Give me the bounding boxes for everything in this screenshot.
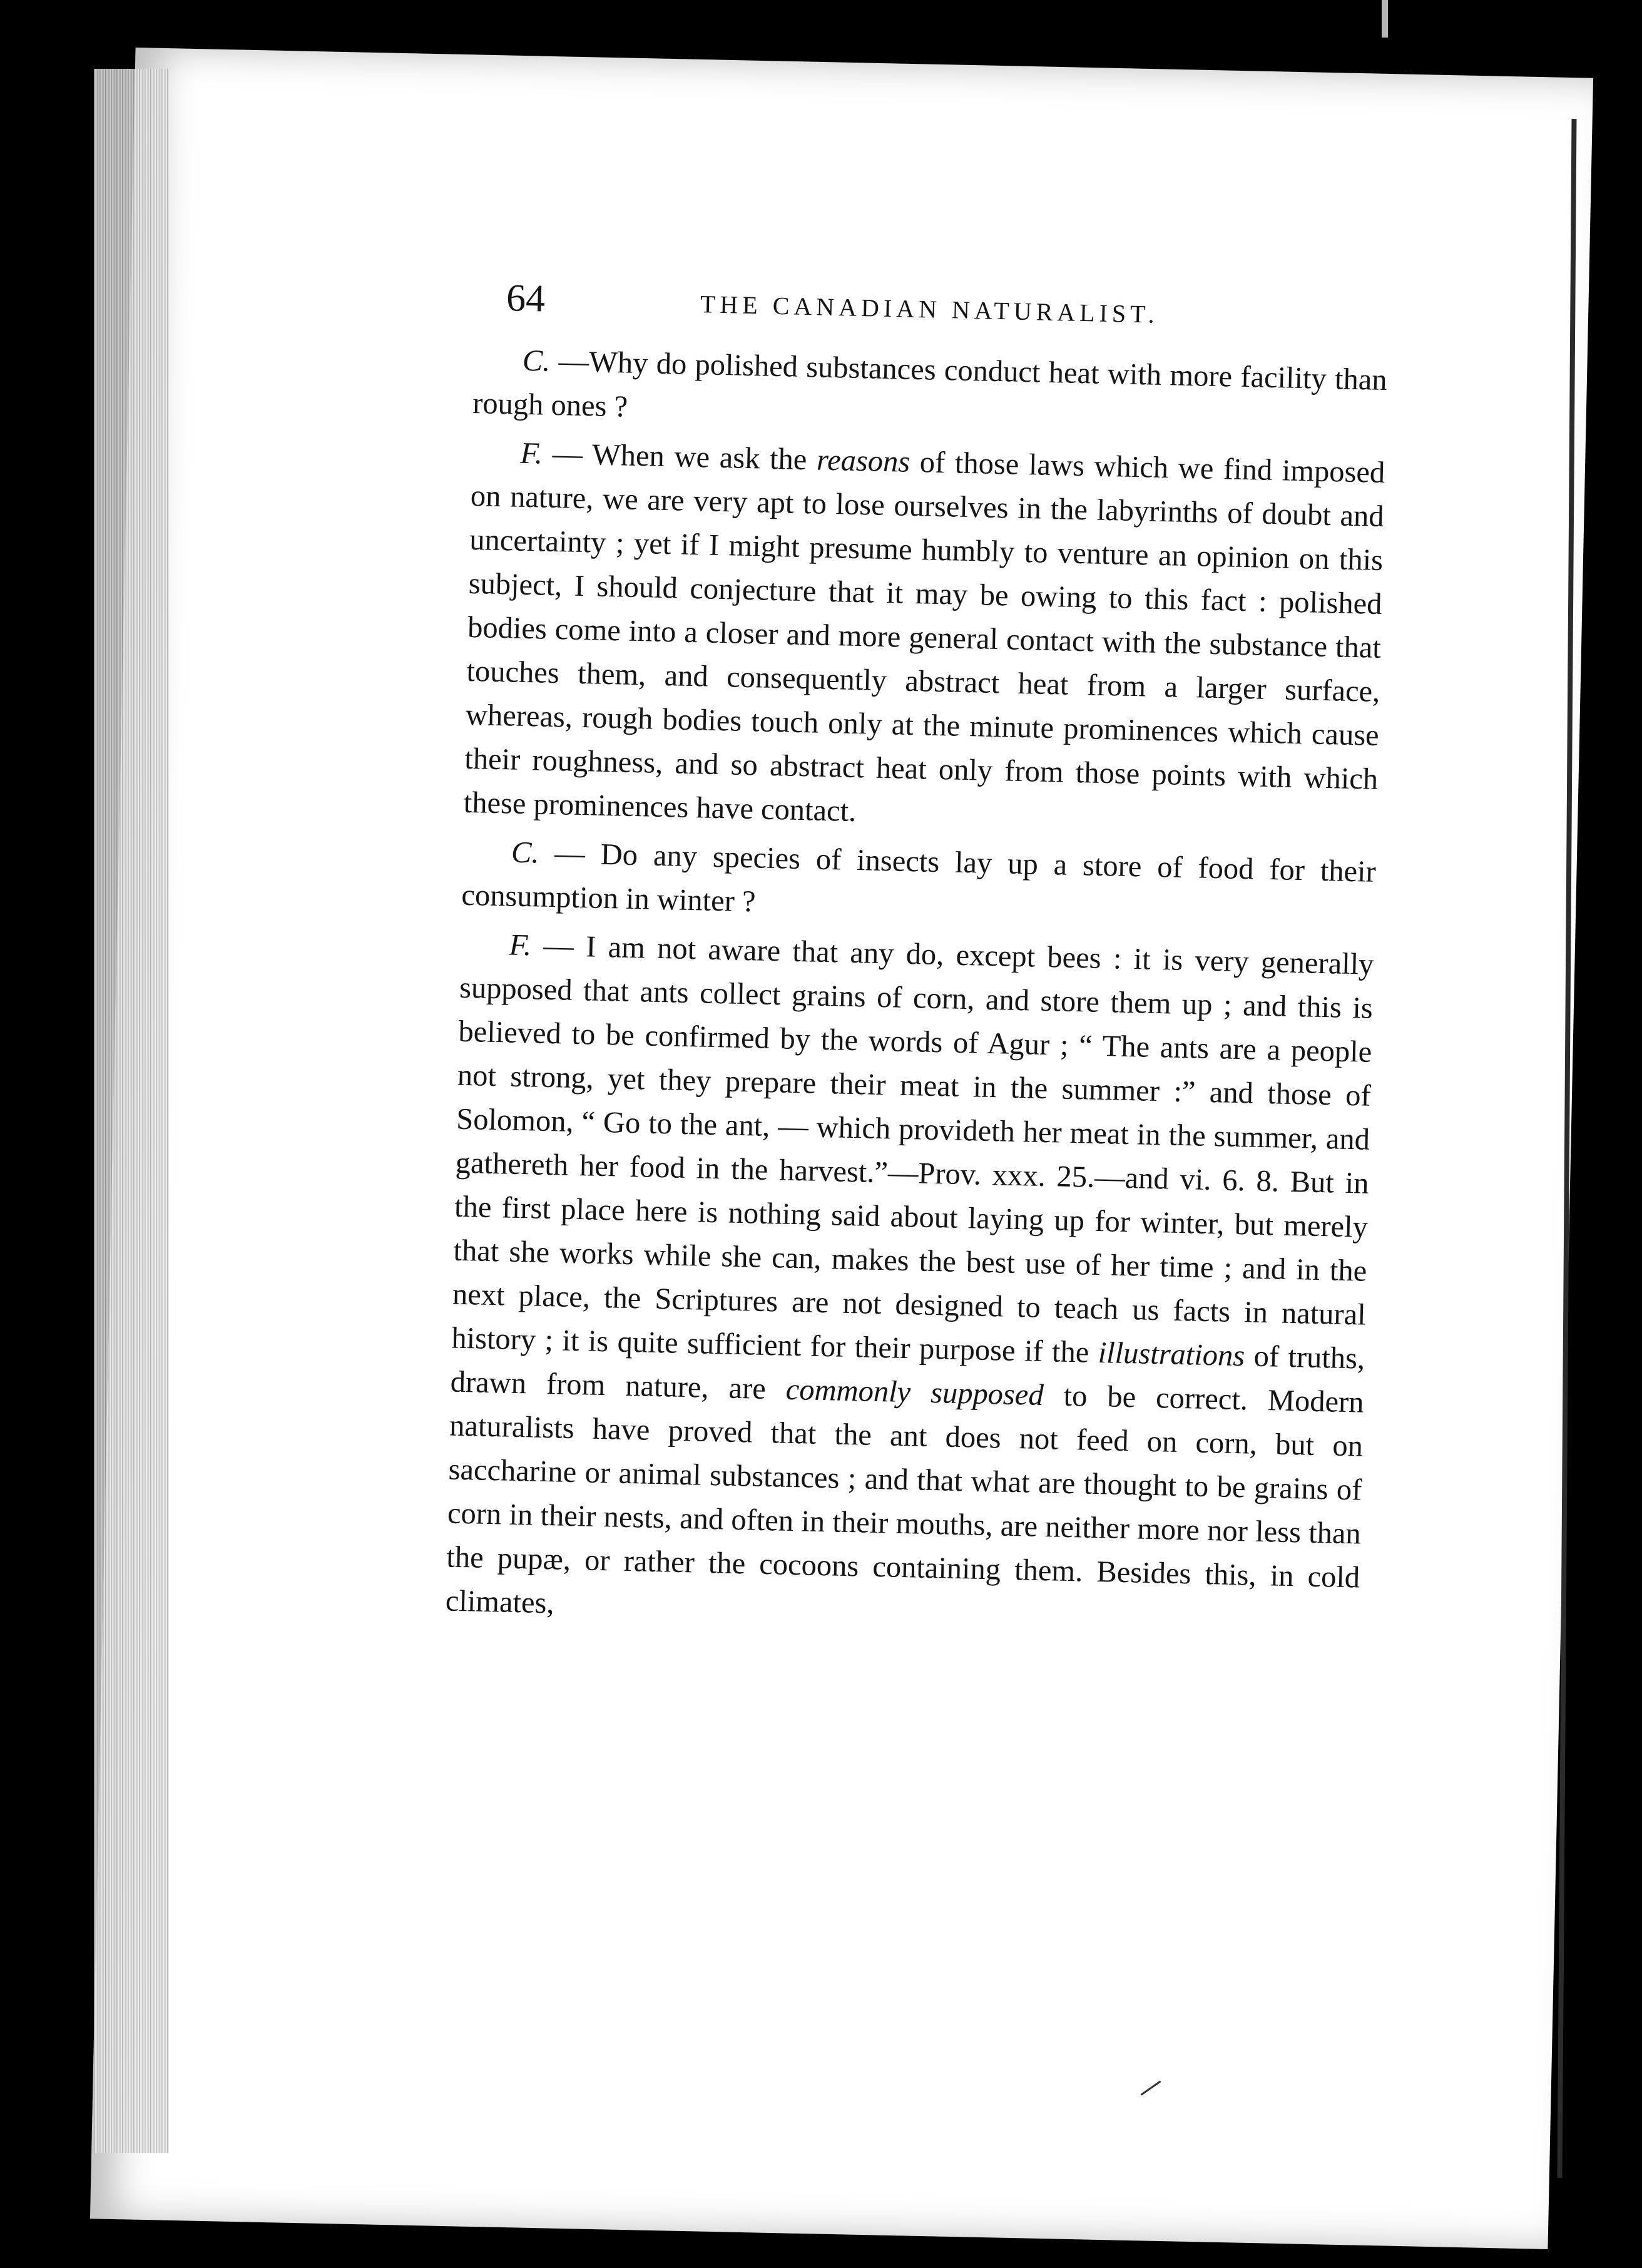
paragraph-text: — I am not aware that any do, except bees : it is very generally supposed that ants collect grains of corn, and store them up ; and this is believed to be confirmed by the words of Agur ; “ The ants are a people not strong, yet they prepare their meat in the summer :” and those of Solomon, “ Go to the ant, — which provideth her meat in the summer, and gathereth her food in the harvest.”—Prov. xxx. 25.—and vi. 6. 8. But in the first place here is nothing said about laying up for winter, but merely that she works while she can, makes the best use of her time ; and in the next place, the Scriptures are not designed to teach us facts in natural history ; it is quite sufficient for their purpose if the [451, 929, 1374, 1370]
paragraph-text: of those laws which we find imposed on nature, we are very apt to lose ourselves in the labyrinths of doubt and uncertainty ; yet if I might presume humbly to venture an opinion on this subject, I should conjecture that it may be owing to this fact : polished bodies come into a closer and more general contact with the substance that touches them, and consequently abstract heat from a larger surface, whereas, rough bodies touch only at the minute prominences which cause their roughness, and so abstract heat only from those points with which these prominences have contact. [463, 445, 1385, 829]
paragraph-3 [461, 830, 1377, 938]
paragraph-2 [463, 431, 1385, 845]
paragraph-text: —Why do polished substances conduct heat with more facility than rough ones ? [472, 344, 1388, 424]
speaker-label: F. [519, 436, 543, 471]
running-title: THE CANADIAN NATURALIST. [700, 290, 1160, 329]
italic-term: reasons [816, 443, 910, 479]
paragraph-text: — When we ask the [542, 437, 817, 477]
speaker-label: C. [511, 835, 540, 870]
paragraph-text: of truths, drawn from nature, are [450, 1339, 1365, 1406]
speaker-label: C. [522, 344, 551, 378]
paragraph-4 [445, 922, 1374, 1644]
page-text-block [445, 275, 1389, 1649]
paragraph-text: to be correct. Modern naturalists have proved that the ant does not feed on corn, but on saccharine or animal substances ; and that what are thought to be grains of corn in their nests, and often in their mouths, are neither more nor less than the pupæ, or rather the cocoons containing them. Besides this, in cold climates, [445, 1379, 1365, 1620]
italic-term: illustrations [1098, 1336, 1245, 1373]
speaker-label: F. [509, 928, 532, 963]
italic-term: commonly supposed [785, 1372, 1044, 1412]
page-edges [94, 69, 169, 2153]
paragraph-1 [472, 338, 1388, 446]
paragraph-text: — Do any species of insects lay up a store of food for their consumption in winter ? [461, 836, 1377, 919]
scan-edge-mark [1382, 0, 1388, 38]
page-number: 64 [506, 277, 546, 320]
